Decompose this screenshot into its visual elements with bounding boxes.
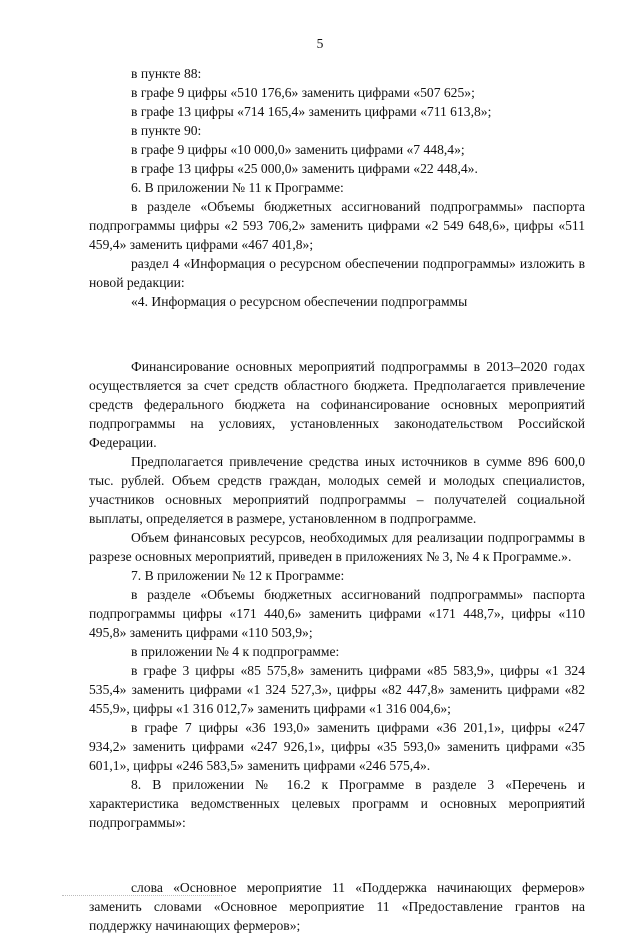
paragraph: в графе 13 цифры «25 000,0» заменить цифрами «22 448,4».: [131, 161, 478, 176]
paragraph: 6. В приложении № 11 к Программе:: [131, 180, 344, 195]
paragraph: 8. В приложении № 16.2 к Программе в разделе 3 «Перечень и характеристика ведомственных целевых программ и основных мероприятий подпрограммы»:: [89, 777, 585, 831]
paragraph: «4. Информация о ресурсном обеспечении подпрограммы: [131, 294, 468, 309]
paragraph: в пункте 88:: [131, 66, 202, 81]
paragraph: Предполагается привлечение средства иных источников в сумме 896 600,0 тыс. рублей. Объем средств граждан, молодых семей и молодых специалистов, участников основных мероприятий подпрограммы – получателей социальной выплаты, определяется в размере, установленном в подпрограмме.: [89, 454, 585, 527]
paragraph: слова «Основное мероприятие 11 «Поддержка начинающих фермеров» заменить словами «Основное мероприятие 11 «Предоставление грантов на поддержку начинающих фермеров»;: [89, 880, 585, 934]
document-body: [89, 64, 585, 935]
paragraph: раздел 4 «Информация о ресурсном обеспечении подпрограммы» изложить в новой редакции:: [89, 256, 585, 290]
paragraph: в графе 9 цифры «510 176,6» заменить цифрами «507 625»;: [131, 85, 475, 100]
page-number: 5: [316, 36, 324, 51]
paragraph: в графе 7 цифры «36 193,0» заменить цифрами «36 201,1», цифры «247 934,2» заменить цифрами «247 926,1», цифры «35 593,0» заменить цифрами «35 601,1», цифры «246 583,5» заменить цифрами «246 575,4».: [89, 720, 585, 774]
paragraph: 7. В приложении № 12 к Программе:: [131, 568, 345, 584]
paragraph: в разделе «Объемы бюджетных ассигнований подпрограммы» паспорта подпрограммы цифры «171 440,6» заменить цифрами «171 448,7», цифры «110 495,8» заменить цифрами «110 503,9»;: [89, 587, 585, 641]
paragraph: Финансирование основных мероприятий подпрограммы в 2013–2020 годах осуществляется за счет средств областного бюджета. Предполагается привлечение средств федерального бюджета на софинансирование основных мероприятий подпрограммы на условиях, установленных законодательством Российской Федерации.: [89, 359, 585, 451]
paragraph: в пункте 90:: [131, 123, 202, 138]
paragraph: Объем финансовых ресурсов, необходимых для реализации подпрограммы в разрезе основных мероприятий, приведен в приложениях № 3, № 4 к Программе.».: [89, 530, 585, 565]
paragraph: в приложении № 4 к подпрограмме:: [131, 644, 340, 660]
paragraph: в разделе «Объемы бюджетных ассигнований подпрограммы» паспорта подпрограммы цифры «2 593 706,2» заменить цифрами «2 549 648,6», цифры «511 459,4» заменить цифрами «467 401,8»;: [89, 199, 585, 252]
paragraph-gap: [89, 325, 585, 344]
paragraph: в графе 3 цифры «85 575,8» заменить цифрами «85 583,9», цифры «1 324 535,4» заменить цифрами «1 324 527,3», цифры «82 447,8» заменить цифрами «82 455,9», цифры «1 316 012,7» заменить цифрами «1 316 004,6»;: [89, 663, 585, 717]
paragraph-gap: [89, 846, 585, 865]
paragraph: в графе 9 цифры «10 000,0» заменить цифрами «7 448,4»;: [131, 142, 465, 157]
paragraph: в графе 13 цифры «714 165,4» заменить цифрами «711 613,8»;: [131, 104, 492, 119]
scan-artifact: [62, 895, 222, 900]
